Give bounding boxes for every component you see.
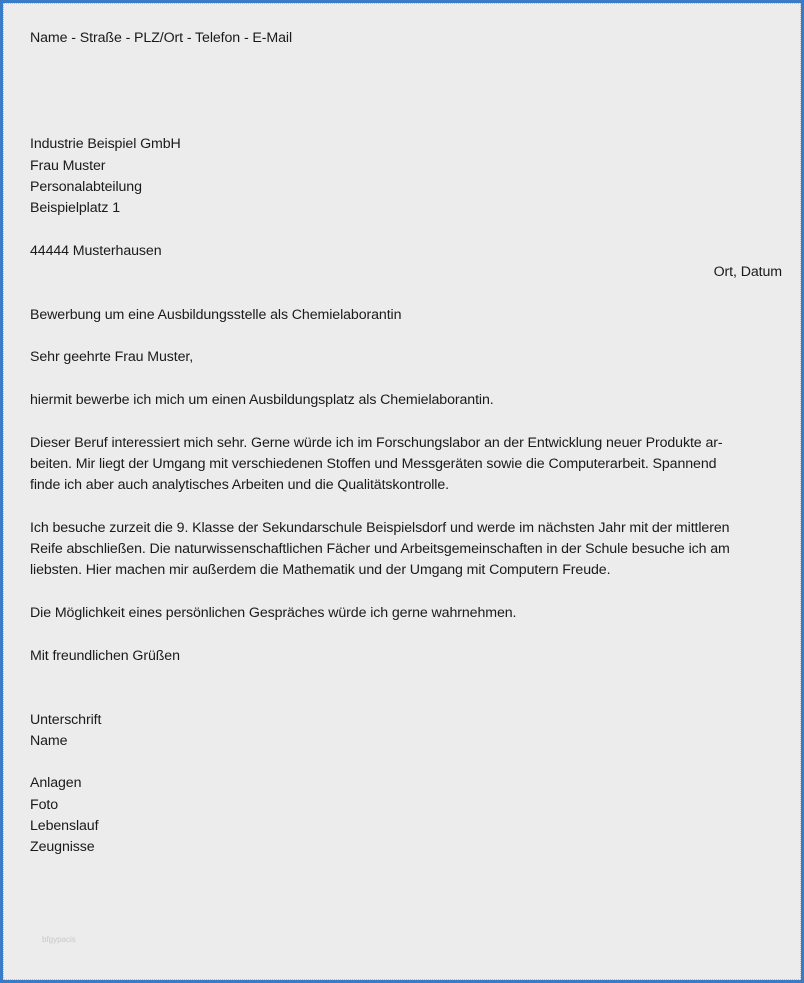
attachments [30,773,782,858]
recipient-address [30,134,782,262]
spacer [30,71,782,92]
paragraph-2 [30,433,782,497]
spacer [30,497,782,518]
spacer [30,92,782,113]
spacer [30,667,782,688]
signature-label: Unterschrift [30,711,102,728]
sender-line: Name - Straße - PLZ/Ort - Telefon - E-Mail [30,30,293,46]
recipient-city: 44444 Musterhausen [30,242,162,259]
attachments-title: Anlagen [30,775,82,792]
paragraph-line: Ich besuche zurzeit die 9. Klasse der Sekundarschule Beispielsdorf und werde im nächsten Jahr mit der mittleren [30,519,730,536]
spacer [30,369,782,390]
spacer [30,49,782,70]
paragraph-line: liebsten. Hier machen mir außerdem die Mathematik und der Umgang mit Computern Freude. [30,562,611,579]
closing: Mit freundlichen Grüßen [30,647,180,664]
recipient-department: Personalabteilung [30,179,142,196]
spacer [30,752,782,773]
spacer [30,284,782,305]
watermark: bfgypacis [42,935,76,944]
letter-page [3,3,801,980]
attachment-item: Foto [30,796,58,813]
paragraph-line: Reife abschließen. Die naturwissenschaftlichen Fächer und Arbeitsgemeinschaften in der Schule besuche ich am [30,541,730,558]
spacer [30,326,782,347]
place-date: Ort, Datum [713,264,782,281]
spacer [30,624,782,645]
recipient-person: Frau Muster [30,157,106,174]
spacer [30,113,782,134]
spacer [30,411,782,432]
attachment-item: Zeugnisse [30,839,95,856]
letter-body [30,28,782,859]
paragraph-3 [30,518,782,582]
paragraph-line: Dieser Beruf interessiert mich sehr. Gerne würde ich im Forschungslabor an der Entwicklung neuer Produkte ar- [30,434,723,451]
recipient-company: Industrie Beispiel GmbH [30,136,181,153]
subject-line: Bewerbung um eine Ausbildungsstelle als Chemielaborantin [30,306,402,323]
paragraph-line: beiten. Mir liegt der Umgang mit verschiedenen Stoffen und Messgeräten sowie die Computerarbeit. Spannend [30,455,717,472]
spacer [30,688,782,709]
paragraph-line: finde ich aber auch analytisches Arbeiten und die Qualitätskontrolle. [30,477,449,494]
signature-name: Name [30,732,68,749]
paragraph-4: Die Möglichkeit eines persönlichen Gespräches würde ich gerne wahrnehmen. [30,605,517,622]
recipient-street: Beispielplatz 1 [30,200,120,217]
attachment-item: Lebenslauf [30,817,99,834]
paragraph-1: hiermit bewerbe ich mich um einen Ausbildungsplatz als Chemielaborantin. [30,392,494,409]
spacer [30,220,782,241]
salutation: Sehr geehrte Frau Muster, [30,349,194,366]
spacer [30,582,782,603]
